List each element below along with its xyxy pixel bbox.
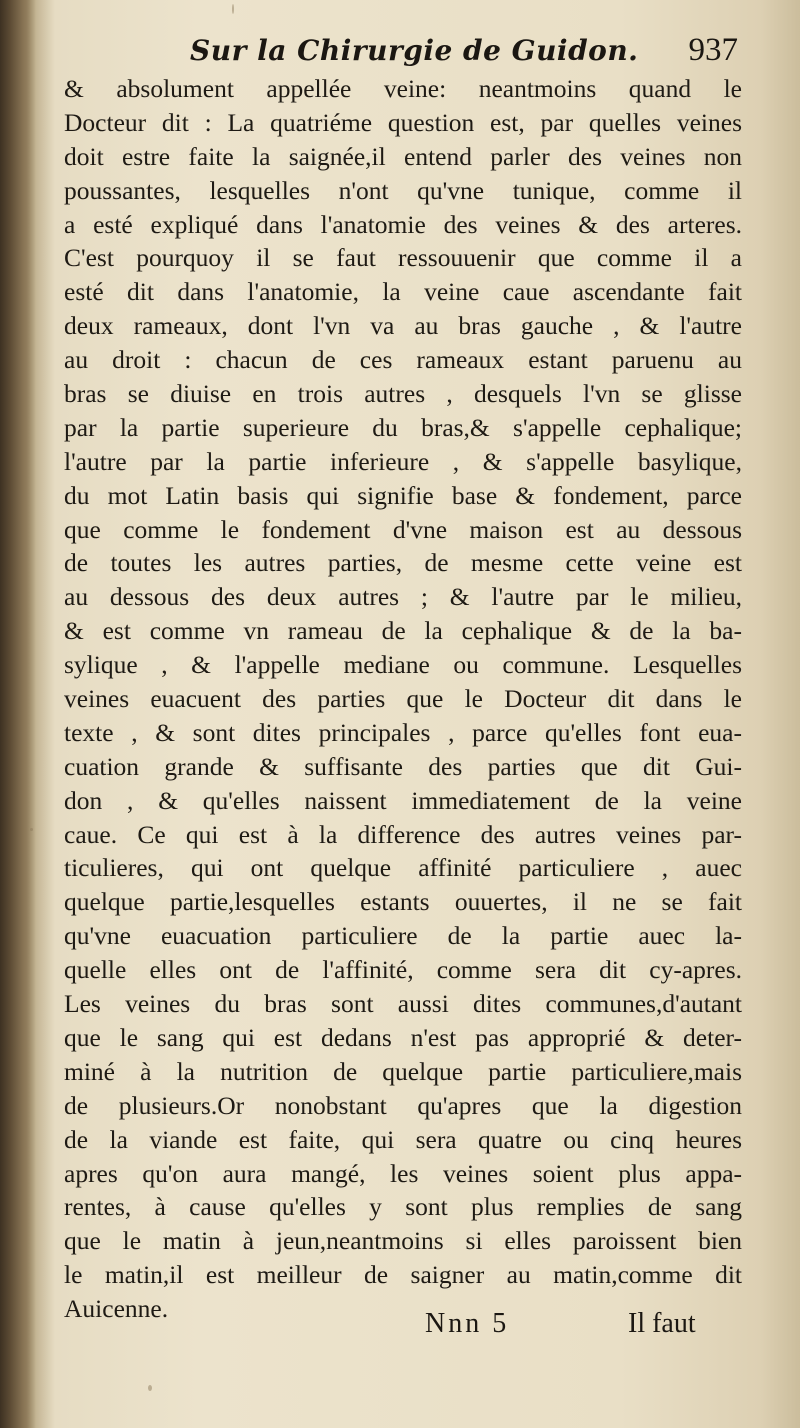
text-line: de toutes les autres parties, de mesme cette veine est: [64, 548, 742, 578]
text-line: bras se diuise en trois autres , desquels l'vn se glisse: [64, 379, 742, 409]
page-footer: [420, 1308, 720, 1348]
text-line: que le sang qui est dedans n'est pas approprié & deter-: [64, 1022, 742, 1052]
text-line: qu'vne euacuation particuliere de la partie auec la-: [64, 921, 742, 951]
text-line: du mot Latin basis qui signifie base & fondement, parce: [64, 480, 742, 510]
text-line: quelle elles ont de l'affinité, comme sera dit cy-apres.: [64, 955, 742, 985]
text-line: quelque partie,lesquelles estants ouuertes, il ne se fait: [64, 887, 742, 917]
text-line: caue. Ce qui est à la difference des autres veines par-: [64, 819, 742, 849]
text-line: texte , & sont dites principales , parce qu'elles font eua-: [64, 717, 742, 747]
paper-speck: [30, 828, 33, 831]
running-title: Sur la Chirurgie de Guidon.: [190, 34, 639, 67]
text-line: esté dit dans l'anatomie, la veine caue ascendante fait: [64, 277, 742, 307]
text-line: rentes, à cause qu'elles y sont plus remplies de sang: [64, 1192, 742, 1222]
text-line: au dessous des deux autres ; & l'autre par le milieu,: [64, 582, 742, 612]
text-line: de plusieurs.Or nonobstant qu'apres que la digestion: [64, 1090, 742, 1120]
text-line: que le matin à jeun,neantmoins si elles paroissent bien: [64, 1226, 742, 1256]
signature-mark: Nnn 5: [425, 1308, 510, 1339]
text-line: & est comme vn rameau de la cephalique & de la ba-: [64, 616, 742, 646]
text-line: apres qu'on aura mangé, les veines soient plus appa-: [64, 1158, 742, 1188]
text-line: doit estre faite la saignée,il entend parler des veines non: [64, 141, 742, 171]
page-number: 937: [688, 32, 738, 68]
text-line: le matin,il est meilleur de saigner au matin,comme dit: [64, 1260, 742, 1290]
catchword: Il faut: [628, 1308, 696, 1339]
text-line: miné à la nutrition de quelque partie particuliere,mais: [64, 1056, 742, 1086]
text-line: don , & qu'elles naissent immediatement de la veine: [64, 785, 742, 815]
text-line: l'autre par la partie inferieure , & s'appelle basylique,: [64, 446, 742, 476]
paper-speck: [148, 1385, 152, 1391]
text-line: Les veines du bras sont aussi dites communes,d'autant: [64, 989, 742, 1019]
text-line: que comme le fondement d'vne maison est au dessous: [64, 514, 742, 544]
text-line: poussantes, lesquelles n'ont qu'vne tunique, comme il: [64, 175, 742, 205]
text-line: cuation grande & suffisante des parties que dit Gui-: [64, 751, 742, 781]
text-line: & absolument appellée veine: neantmoins quand le: [64, 74, 742, 103]
text-line: veines euacuent des parties que le Docteur dit dans le: [64, 684, 742, 714]
text-line: de la viande est faite, qui sera quatre ou cinq heures: [64, 1124, 742, 1154]
page-header: [170, 28, 770, 76]
text-line: Docteur dit : La quatriéme question est, par quelles veines: [64, 107, 742, 137]
text-line: ticulieres, qui ont quelque affinité particuliere , auec: [64, 853, 742, 883]
body-text: [64, 72, 742, 1326]
text-line: Auicenne.: [64, 1294, 169, 1324]
text-line: C'est pourquoy il se faut ressouuenir que comme il a: [64, 243, 742, 273]
text-line: au droit : chacun de ces rameaux estant paruenu au: [64, 345, 742, 375]
text-line: deux rameaux, dont l'vn va au bras gauche , & l'autre: [64, 311, 742, 341]
book-spine-shadow: [0, 0, 36, 1428]
text-line: sylique , & l'appelle mediane ou commune. Lesquelles: [64, 650, 742, 680]
text-line: par la partie superieure du bras,& s'appelle cephalique;: [64, 412, 742, 442]
paper-speck: [232, 4, 234, 14]
text-line: a esté expliqué dans l'anatomie des veines & des arteres.: [64, 209, 742, 239]
